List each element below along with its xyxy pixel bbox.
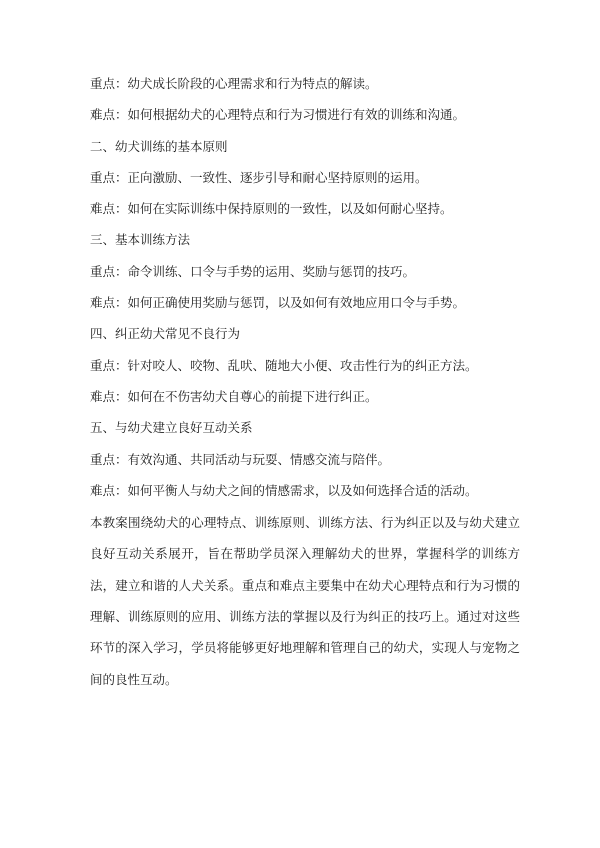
document-page (90, 76, 520, 695)
difficulty-line: 难点：如何在不伤害幼犬自尊心的前提下进行纠正。 (90, 388, 378, 404)
difficulty-line: 难点：如何平衡人与幼犬之间的情感需求，以及如何选择合适的活动。 (90, 482, 478, 498)
summary-paragraph: 本教案围绕幼犬的心理特点、训练原则、训练方法、行为纠正以及与幼犬建立良好互动关系展开，旨在帮助学员深入理解幼犬的世界，掌握科学的训练方法，建立和谐的人犬关系。重点和难点主要集中在幼犬心理特点和行为习惯的理解、训练原则的应用、训练方法的掌握以及行为纠正的技巧上。通过对这些环节的深入学习，学员将能够更好地理解和管理自己的幼犬，实现人与宠物之间的良性互动。 (90, 515, 520, 687)
section-heading: 五、与幼犬建立良好互动关系 (90, 420, 253, 436)
key-point-line: 重点：幼犬成长阶段的心理需求和行为特点的解读。 (90, 76, 378, 91)
difficulty-line: 难点：如何根据幼犬的心理特点和行为习惯进行有效的训练和沟通。 (90, 107, 466, 123)
key-point-line: 重点：正向激励、一致性、逐步引导和耐心坚持原则的运用。 (90, 169, 428, 185)
section-heading: 三、基本训练方法 (90, 232, 191, 248)
difficulty-line: 难点：如何在实际训练中保持原则的一致性，以及如何耐心坚持。 (90, 201, 453, 217)
key-point-line: 重点：有效沟通、共同活动与玩耍、情感交流与陪伴。 (90, 451, 391, 467)
section-heading: 二、幼犬训练的基本原则 (90, 138, 228, 154)
key-point-line: 重点：命令训练、口令与手势的运用、奖励与惩罚的技巧。 (90, 263, 416, 279)
key-point-line: 重点：针对咬人、咬物、乱吠、随地大小便、攻击性行为的纠正方法。 (90, 357, 478, 373)
difficulty-line: 难点：如何正确使用奖励与惩罚，以及如何有效地应用口令与手势。 (90, 295, 466, 311)
section-heading: 四、纠正幼犬常见不良行为 (90, 326, 241, 342)
